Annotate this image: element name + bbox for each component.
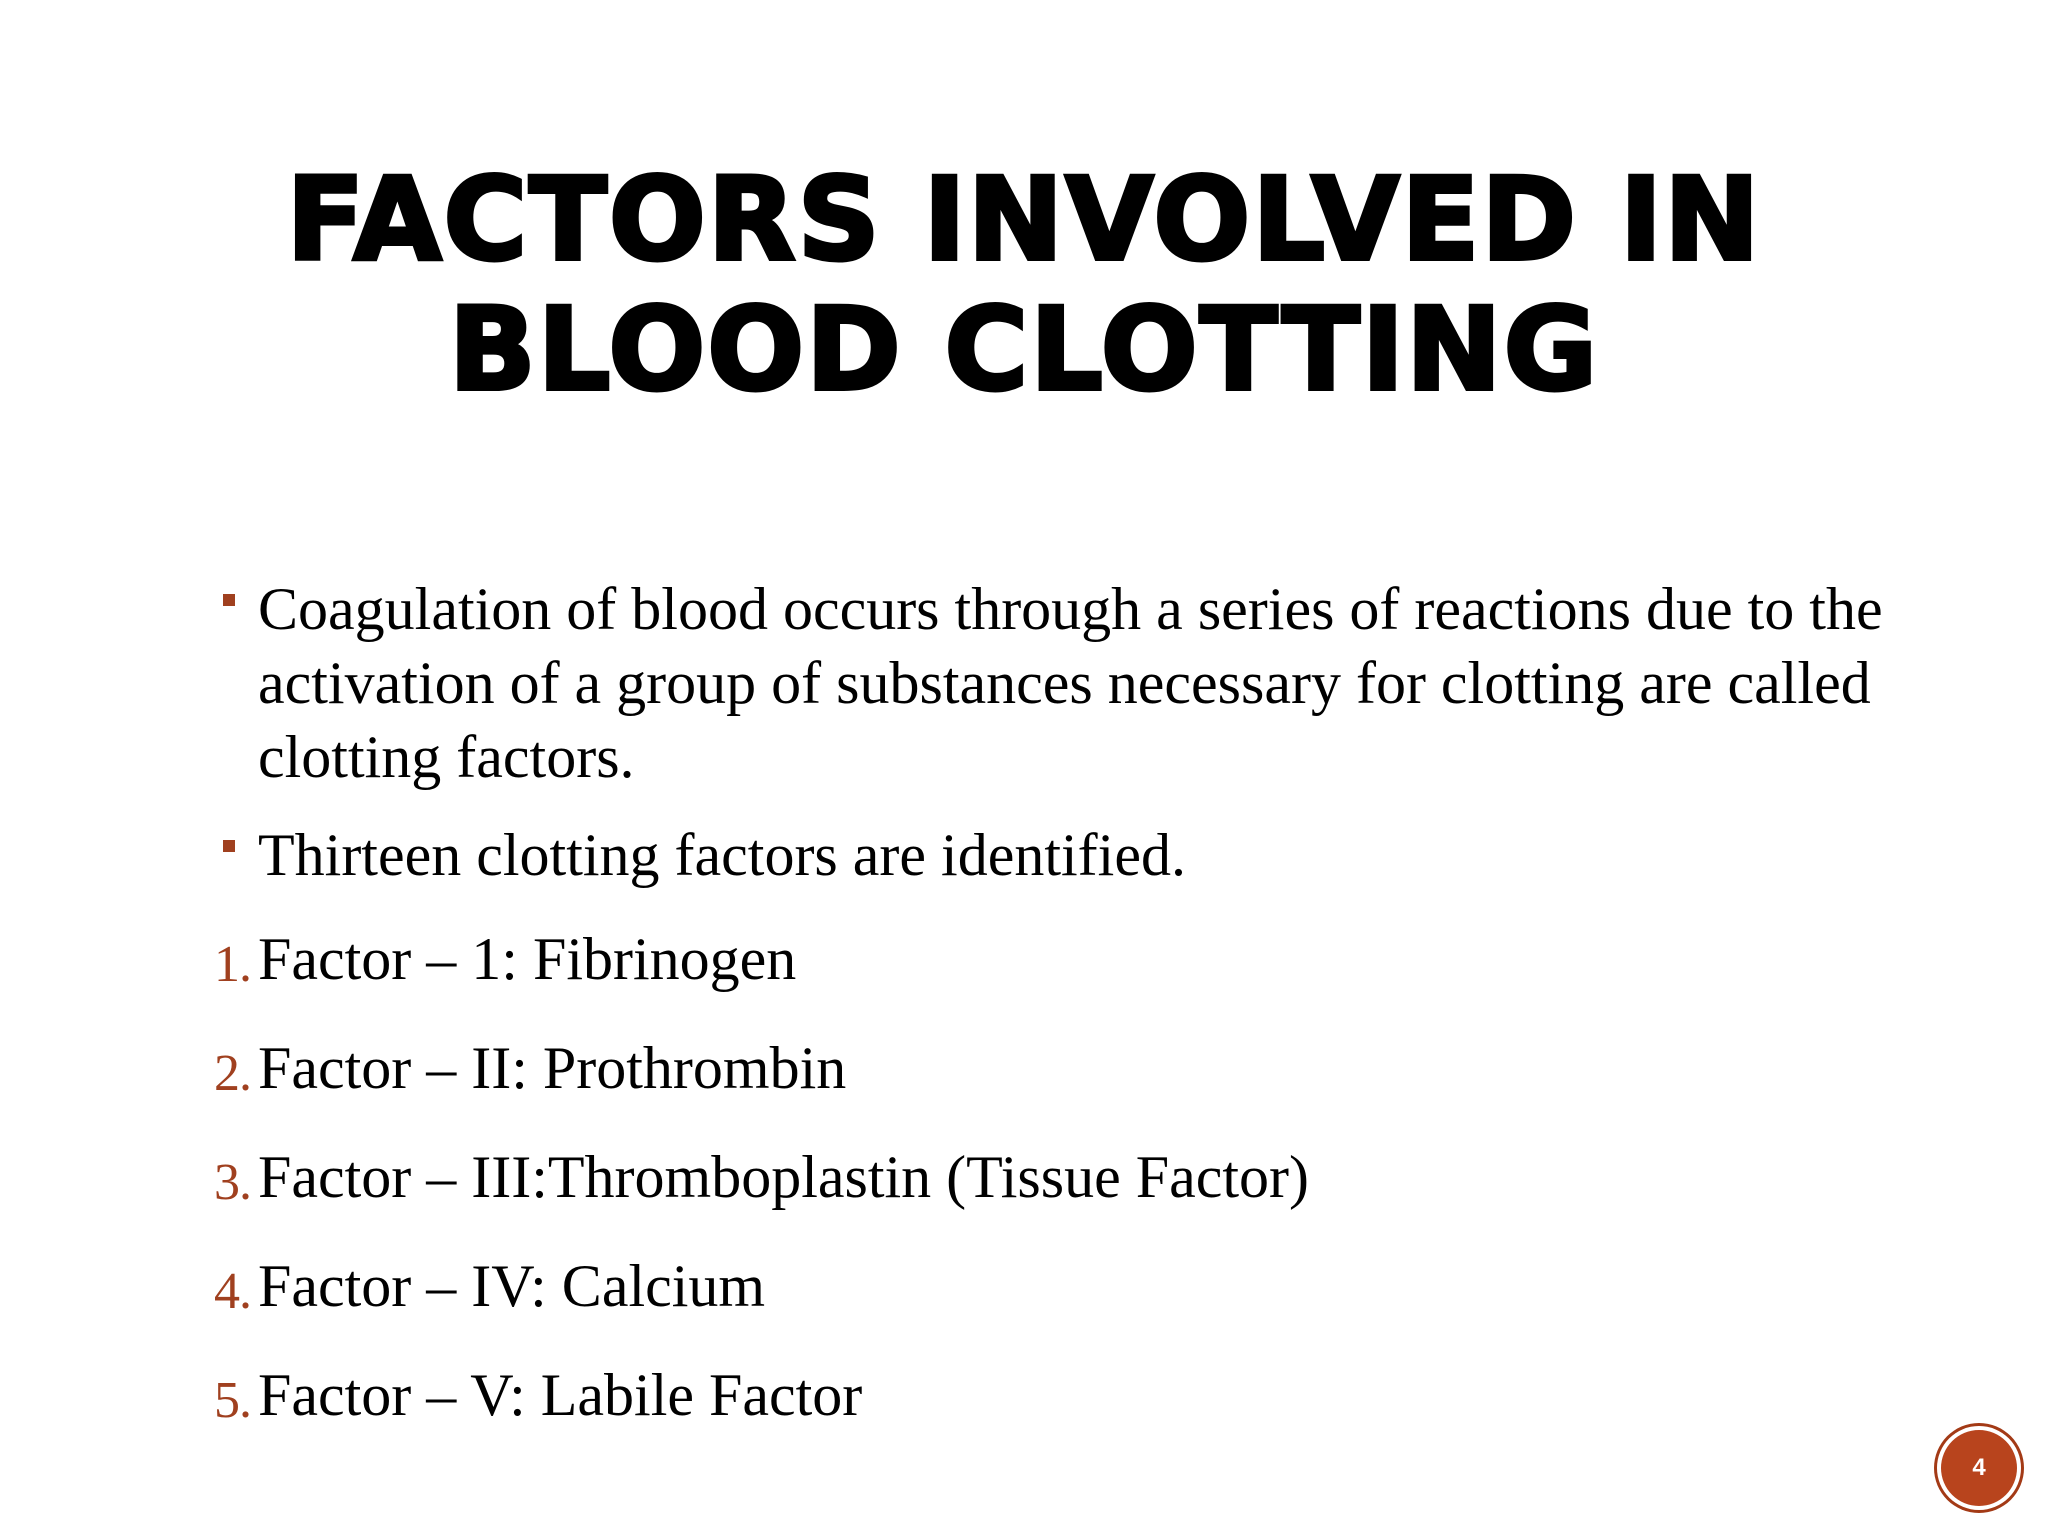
- item-text: Factor – III:Thromboplastin (Tissue Factor): [258, 1144, 1309, 1210]
- item-number: 4.: [214, 1263, 251, 1320]
- bullet-item: [214, 572, 1994, 794]
- item-number: 1.: [214, 936, 251, 993]
- item-text: Factor – II: Prothrombin: [258, 1035, 847, 1101]
- numbered-item: [214, 922, 1994, 1031]
- numbered-item: [214, 1140, 1994, 1249]
- page-number: 4: [1972, 1454, 1986, 1481]
- square-bullet-icon: [223, 594, 235, 606]
- item-text: Factor – 1: Fibrinogen: [258, 926, 797, 992]
- slide-title: [0, 155, 2048, 415]
- slide-title-line-1: FACTORS INVOLVED IN: [286, 153, 1762, 286]
- page-number-badge: [1937, 1426, 2021, 1510]
- square-bullet-icon: [223, 840, 235, 852]
- bullet-text: Coagulation of blood occurs through a series of reactions due to the activation of a group of substances necessary for clotting are called clotting factors.: [258, 576, 1883, 790]
- item-text: Factor – IV: Calcium: [258, 1253, 766, 1319]
- bullet-text: Thirteen clotting factors are identified.: [258, 822, 1186, 888]
- numbered-item: [214, 1031, 1994, 1140]
- item-number: 5.: [214, 1372, 251, 1429]
- item-number: 2.: [214, 1045, 251, 1102]
- slide-title-line-2: BLOOD CLOTTING: [448, 283, 1600, 416]
- slide-body: [214, 572, 1994, 1467]
- item-text: Factor – V: Labile Factor: [258, 1362, 863, 1428]
- bullet-item: [214, 818, 1994, 892]
- item-number: 3.: [214, 1154, 251, 1211]
- numbered-item: [214, 1249, 1994, 1358]
- numbered-item: [214, 1358, 1994, 1467]
